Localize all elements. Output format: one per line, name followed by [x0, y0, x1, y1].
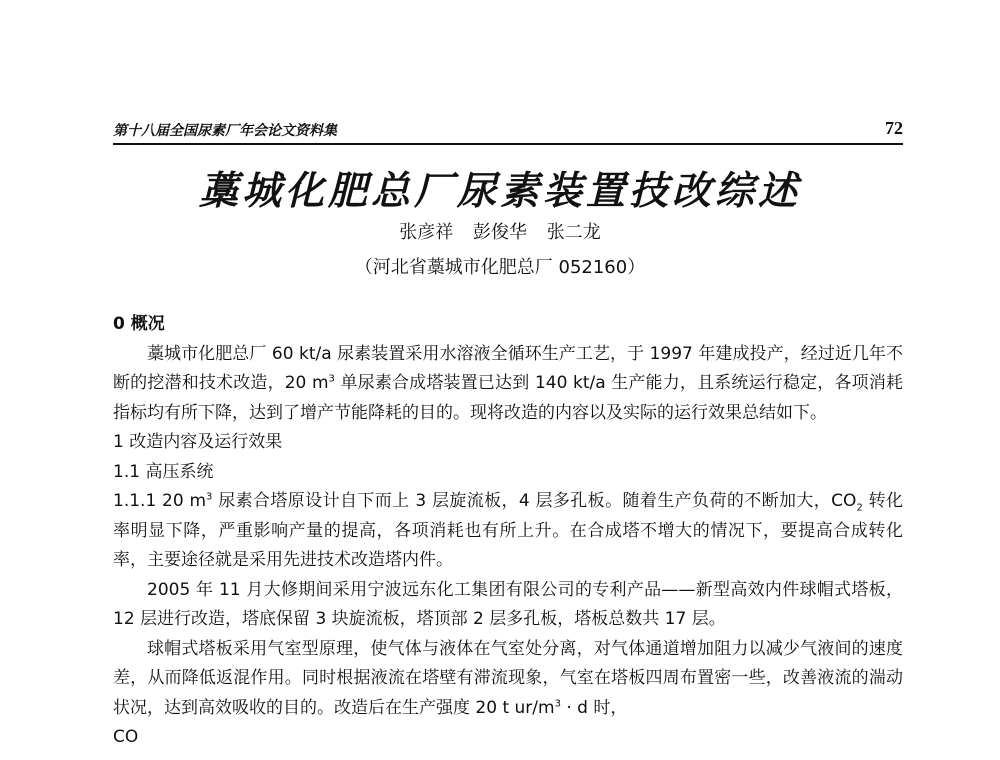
body-text	[113, 310, 903, 753]
section-1-heading: 1 改造内容及运行效果	[113, 432, 283, 452]
proceedings-title: 第十八届全国尿素厂年会论文资料集	[113, 123, 337, 139]
paragraph-retrofit: 2005 年 11 月大修期间采用宁波远东化工集团有限公司的专利产品——新型高效内件球帽式塔板，12 层进行改造，塔底保留 3 块旋流板，塔顶部 2 层多孔板，塔板总数共 17 层。	[113, 579, 903, 629]
paragraph-1-1-1: 1.1.1 20 $m^3$ 尿素合塔原设计自下而上 3 层旋流板，4 层多孔板。随着生产负荷的不断加大，$CO_2$ 转化率明显下降，严重影响产量的提高，各项消耗也有所上升。在合成塔不增大的情况下，要提高合成转化率，主要途径就是采用先进技术改造塔内件。	[113, 491, 904, 570]
authors: 张彦祥 彭俊华 张二龙	[399, 222, 601, 243]
running-header	[113, 118, 903, 142]
section-0-heading: 0 概况	[113, 314, 165, 334]
page-number: 72	[885, 118, 903, 138]
affiliation: （河北省藁城市化肥总厂 052160）	[354, 257, 646, 278]
paragraph-cut-line: CO	[113, 727, 139, 747]
paragraph-overview: 藁城市化肥总厂 60 kt/a 尿素装置采用水溶液全循环生产工艺，于 1997 年建成投产，经过近几年不断的挖潜和技术改造，20 $m^3$ 单尿素合成塔装置已达到 140 kt/a 生产能力，且系统运行稳定，各项消耗指标均有所下降，达到了增产节能降耗的目的。现将改造的内容以及实际的运行效果总结如下。	[113, 343, 903, 423]
paragraph-tray-principle: 球帽式塔板采用气室型原理，使气体与液体在气室处分离，对气体通道增加阻力以减少气液间的速度差，从而降低返混作用。同时根据液流在塔壁有滞流现象，气室在塔板四周布置密一些，改善液流的湍动状况，达到高效吸收的目的。改造后在生产强度 20 t $ur/m^3 \cdot d$ 时，	[113, 638, 903, 718]
section-1-1-heading: 1.1 高压系统	[113, 461, 214, 482]
paper-title: 藁城化肥总厂尿素装置技改综述	[198, 168, 801, 214]
header-rule	[113, 143, 903, 145]
